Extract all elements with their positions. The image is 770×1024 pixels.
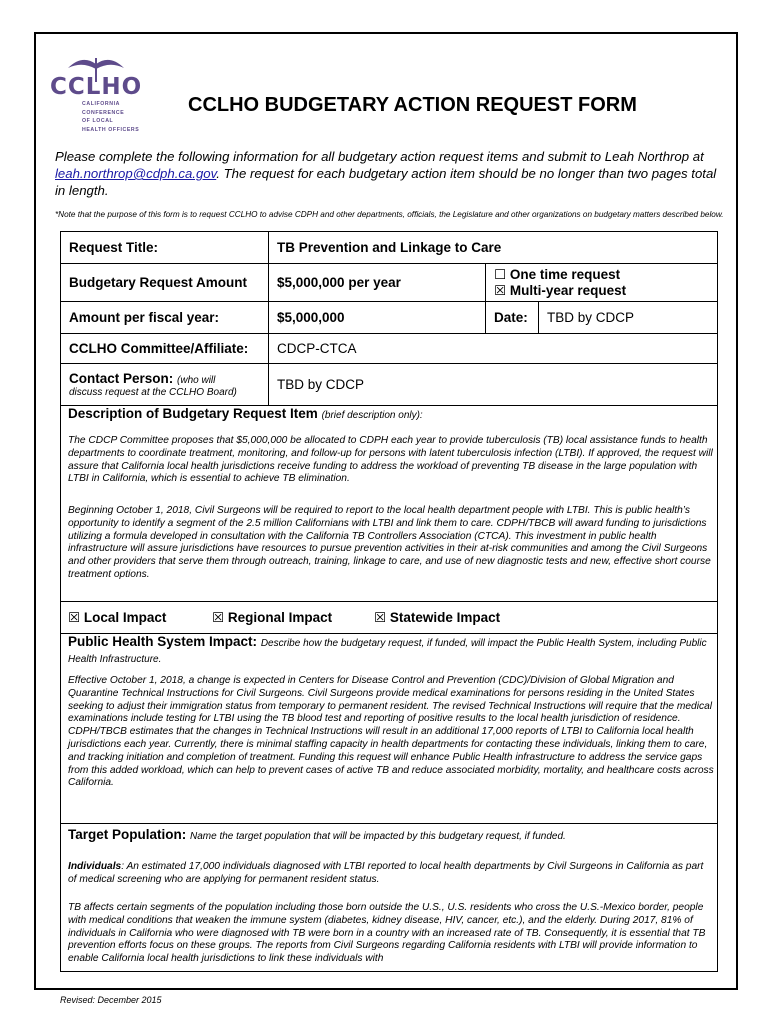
impact-section bbox=[60, 602, 718, 634]
committee-value[interactable]: CDCP-CTCA bbox=[269, 334, 718, 364]
date-label: Date: bbox=[486, 302, 539, 334]
request-details-table bbox=[60, 231, 718, 406]
statewide-impact-checkbox[interactable]: ☒ Statewide Impact bbox=[374, 610, 501, 625]
budget-amount-value[interactable]: $5,000,000 per year bbox=[269, 264, 486, 302]
cclho-logo bbox=[46, 52, 146, 142]
description-paragraph-2[interactable]: Beginning October 1, 2018, Civil Surgeons will be required to report to the local health department people with LTBI. This is public health’s opportunity to identify a segment of the 2.5 million Californians with LTBI and link them to care. CDPH/TBCB will award funding to jurisdictions utilizing a formula developed in consultation with the California TB Controllers Association (CTCA). This investment in public health infrastructure will assure jurisdictions have resources to pursue prevention activities in their at-risk communities and among the Civil Surgeons and other providers that serve them through outreach, training, linkage to care, and use of new diagnostic tests and new, effective short course treatment options. bbox=[68, 505, 711, 580]
intro-text: Please complete the following information for all budgetary action request items and submit to Leah Northrop at leah.northrop@cdph.ca.gov. The request for each budgetary action item should be no longer than two pages total in length. bbox=[55, 149, 717, 198]
target-paragraph-2[interactable]: TB affects certain segments of the population including those born outside the U.S., U.S. residents who cross the U.S.-Mexico border, people with medical conditions that weaken the immune system (diabetes, kidney disease, HIV, cancer, etc.), and the elderly. During 2017, 81% of individuals in California who were diagnosed with TB were born in a country with an increased rate of TB. Consequently, it is essential that TB prevention efforts focus on these groups. The reports from Civil Surgeons regarding California residents with LTBI will provide information to enable California local health jurisdictions to link these individuals with bbox=[68, 902, 706, 965]
request-title-label: Request Title: bbox=[61, 232, 269, 264]
contact-note-b: discuss request at the CCLHO Board) bbox=[69, 386, 237, 398]
contact-note-a: (who will bbox=[177, 374, 216, 386]
description-section bbox=[60, 404, 718, 602]
date-value[interactable]: TBD by CDCP bbox=[539, 302, 718, 334]
contact-person-label: Contact Person: bbox=[69, 370, 174, 386]
multi-year-checkbox[interactable]: ☒ Multi-year request bbox=[494, 282, 627, 298]
request-title-value[interactable]: TB Prevention and Linkage to Care bbox=[269, 232, 718, 264]
local-impact-checkbox[interactable]: ☒ Local Impact bbox=[68, 610, 167, 625]
fiscal-year-label: Amount per fiscal year: bbox=[61, 302, 269, 334]
revision-footer: Revised: December 2015 bbox=[60, 995, 162, 1005]
description-paragraph-1[interactable]: The CDCP Committee proposes that $5,000,000 be allocated to CDPH each year to provide tuberculosis (TB) local assistance funds to health departments to coordinate treatment, monitoring, and follow-up for persons with latent tuberculosis infection (LTBI). If approved, the request will assure that California local health jurisdictions receive funding to address the workload of preventing TB disease in the large population with LTBI in California, which is essential to achieve TB elimination. bbox=[68, 435, 713, 485]
contact-person-value[interactable]: TBD by CDCP bbox=[269, 364, 718, 406]
logo-subtitle: CALIFORNIA CONFERENCE OF LOCAL HEALTH OFFICERS bbox=[82, 101, 140, 133]
public-health-impact-section bbox=[60, 634, 718, 824]
fiscal-year-value[interactable]: $5,000,000 bbox=[269, 302, 486, 334]
purpose-note: *Note that the purpose of this form is to request CCLHO to advise CDPH and other departments, officials, the Legislature and other organizations on budgetary matters described below. bbox=[55, 210, 724, 219]
one-time-checkbox[interactable]: ☐ One time request bbox=[494, 266, 621, 282]
description-heading: Description of Budgetary Request Item (brief description only): bbox=[68, 406, 423, 421]
public-health-paragraph[interactable]: Effective October 1, 2018, a change is expected in Centers for Disease Control and Prevention (CDC)/Division of Global Migration and Quarantine Technical Instructions for Civil Surgeons. Civil Surgeons provide medical examinations for persons residing in the United States seeking to adjust their immigration status from temporary to permanent resident. The revised Technical Instructions will require that the medical examinations include testing for LTBI using the TB blood test and reporting of positive results to the local health jurisdiction of residence. CDPH/TBCB estimates that the changes in Technical Instructions will result in an additional 17,000 reports of LTBI to California local health jurisdictions each year. Currently, there is minimal staffing capacity in health departments for contacting these individuals, linking them to care, and tracking initiation and completion of treatment. Funding this request will enhance Public Health infrastructure to address the service gaps from this added workload, which can help to prevent cases of active TB and reduce associated morbidity, mortality, and healthcare costs across California. bbox=[68, 675, 714, 789]
target-population-section bbox=[60, 824, 718, 972]
target-heading: Target Population: Name the target population that will be impacted by this budgetary request, if funded. bbox=[68, 827, 566, 842]
email-link[interactable]: leah.northrop@cdph.ca.gov bbox=[55, 166, 217, 181]
budget-amount-label: Budgetary Request Amount bbox=[61, 264, 269, 302]
public-health-heading: Public Health System Impact: Describe how the budgetary request, if funded, will impact the Public Health System, including Public Health Infrastructure. bbox=[68, 634, 707, 665]
target-individuals-paragraph[interactable]: Individuals: An estimated 17,000 individuals diagnosed with LTBI reported to local health departments by Civil Surgeons in California as part of medical screening who are applying for permanent resident status. bbox=[68, 861, 704, 885]
form-title: CCLHO BUDGETARY ACTION REQUEST FORM bbox=[188, 94, 637, 116]
regional-impact-checkbox[interactable]: ☒ Regional Impact bbox=[212, 610, 333, 625]
committee-label: CCLHO Committee/Affiliate: bbox=[61, 334, 269, 364]
logo-wordmark: CCLHO bbox=[50, 74, 143, 100]
